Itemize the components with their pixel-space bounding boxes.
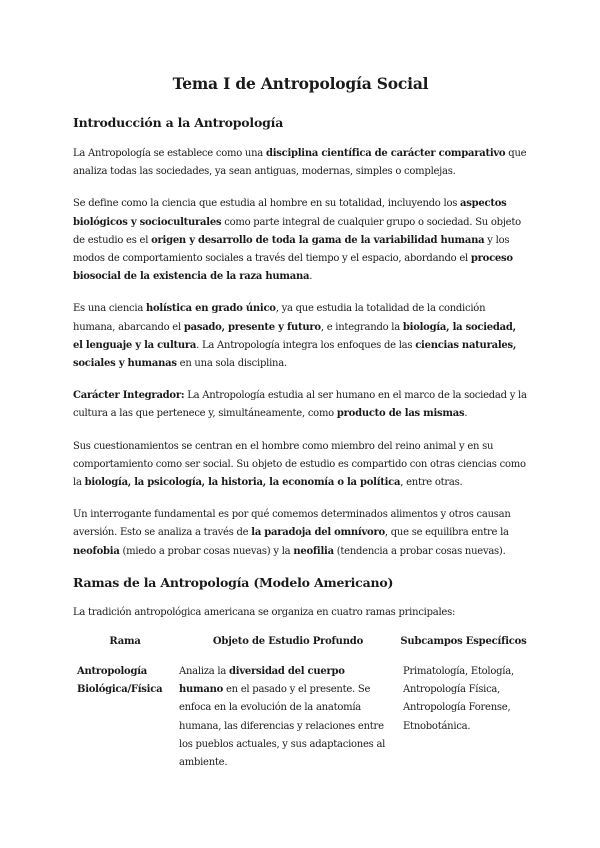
emphasis-text: pasado, presente y futuro — [183, 321, 321, 333]
table-header-subcampos: Subcampos Específicos — [400, 636, 527, 648]
emphasis-text: holística en grado único — [145, 303, 276, 315]
paragraph: Un interrogante fundamental es por qué comemos determinados alimentos y otros causan aversión. Esto se analiza a través de la paradoja del omnívoro, que se equilibra entre la neofobia (miedo a probar cosas nuevas) y la neofilia (tendencia a probar cosas nuevas). — [73, 509, 511, 557]
section-heading-ramas: Ramas de la Antropología (Modelo Americano) — [73, 574, 394, 590]
emphasis-text: producto de las mismas — [336, 408, 465, 420]
emphasis-text: proceso biosocial de la existencia de la raza humana — [73, 253, 513, 283]
paragraph: Sus cuestionamientos se centran en el hombre como miembro del reino animal y en su comportamiento como ser social. Su objeto de estudio es compartido con otras ciencias como la biología, la psicología, la historia, la economía o la política, entre otras. — [73, 440, 526, 489]
table-header-row — [73, 636, 528, 663]
emphasis-text: la paradoja del omnívoro — [251, 527, 385, 539]
paragraph: La Antropología se establece como una disciplina científica de carácter comparativo que analiza todas las sociedades, ya sean antiguas, modernas, simples o complejas. — [73, 148, 527, 178]
section-intro: La tradición antropológica americana se organiza en cuatro ramas principales: — [73, 606, 456, 618]
emphasis-text: disciplina científica de carácter comparativo — [265, 148, 506, 159]
paragraph: Es una ciencia holística en grado único, ya que estudia la totalidad de la condición humana, abarcando el pasado, presente y futuro, e integrando la biología, la sociedad, el lenguaje y la cultura. La Antropología integra los enfoques de las ciencias naturales, sociales y humanas en una sola disciplina. — [73, 303, 517, 370]
section-heading-introduccion: Introducción a la Antropología — [73, 115, 284, 130]
emphasis-text: diversidad del cuerpo humano — [179, 666, 345, 696]
paragraph: Se define como la ciencia que estudia al hombre en su totalidad, incluyendo los aspectos biológicos y socioculturales como parte integral de cualquier grupo o sociedad. Su objeto de estudio es el origen y desarrollo de toda la gama de la variabilidad humana y los modos de comportamiento sociales a través del tiempo y el espacio, abordando el proceso biosocial de la existencia de la raza humana. — [73, 198, 521, 283]
emphasis-text: origen y desarrollo de toda la gama de la variabilidad humana — [151, 234, 485, 246]
emphasis-text: neofilia — [293, 545, 334, 557]
document-title: Tema I de Antropología Social — [172, 74, 429, 93]
table-header-rama: Rama — [109, 636, 141, 648]
table-cell-rama: Antropología Biológica/Física — [77, 666, 163, 696]
paragraph: Carácter Integrador: La Antropología estudia al ser humano en el marco de la sociedad y la cultura a las que pertenece y, simultáneamente, como producto de las mismas. — [73, 390, 527, 420]
table-cell-subcampos: Primatología, Etología, Antropología Física, Antropología Forense, Etnobotánica. — [403, 666, 514, 732]
emphasis-text: biología, la psicología, la historia, la economía o la política — [84, 477, 401, 489]
emphasis-text: Carácter Integrador: — [73, 390, 185, 402]
emphasis-text: aspectos biológicos y socioculturales — [73, 198, 507, 228]
emphasis-text: ciencias naturales, sociales y humanas — [73, 339, 517, 370]
emphasis-text: neofobia — [73, 545, 120, 557]
ramas-table — [73, 636, 528, 772]
table-cell-objeto: Analiza la diversidad del cuerpo humano en el pasado y el presente. Se enfoca en la evolución de la anatomía humana, las diferencias y relaciones entre los pueblos actuales, y sus adaptaciones al ambiente. — [179, 666, 386, 769]
emphasis-text: biología, la sociedad, el lenguaje y la cultura — [73, 321, 516, 351]
table-row — [73, 663, 528, 772]
table-header-objeto: Objeto de Estudio Profundo — [212, 636, 364, 648]
